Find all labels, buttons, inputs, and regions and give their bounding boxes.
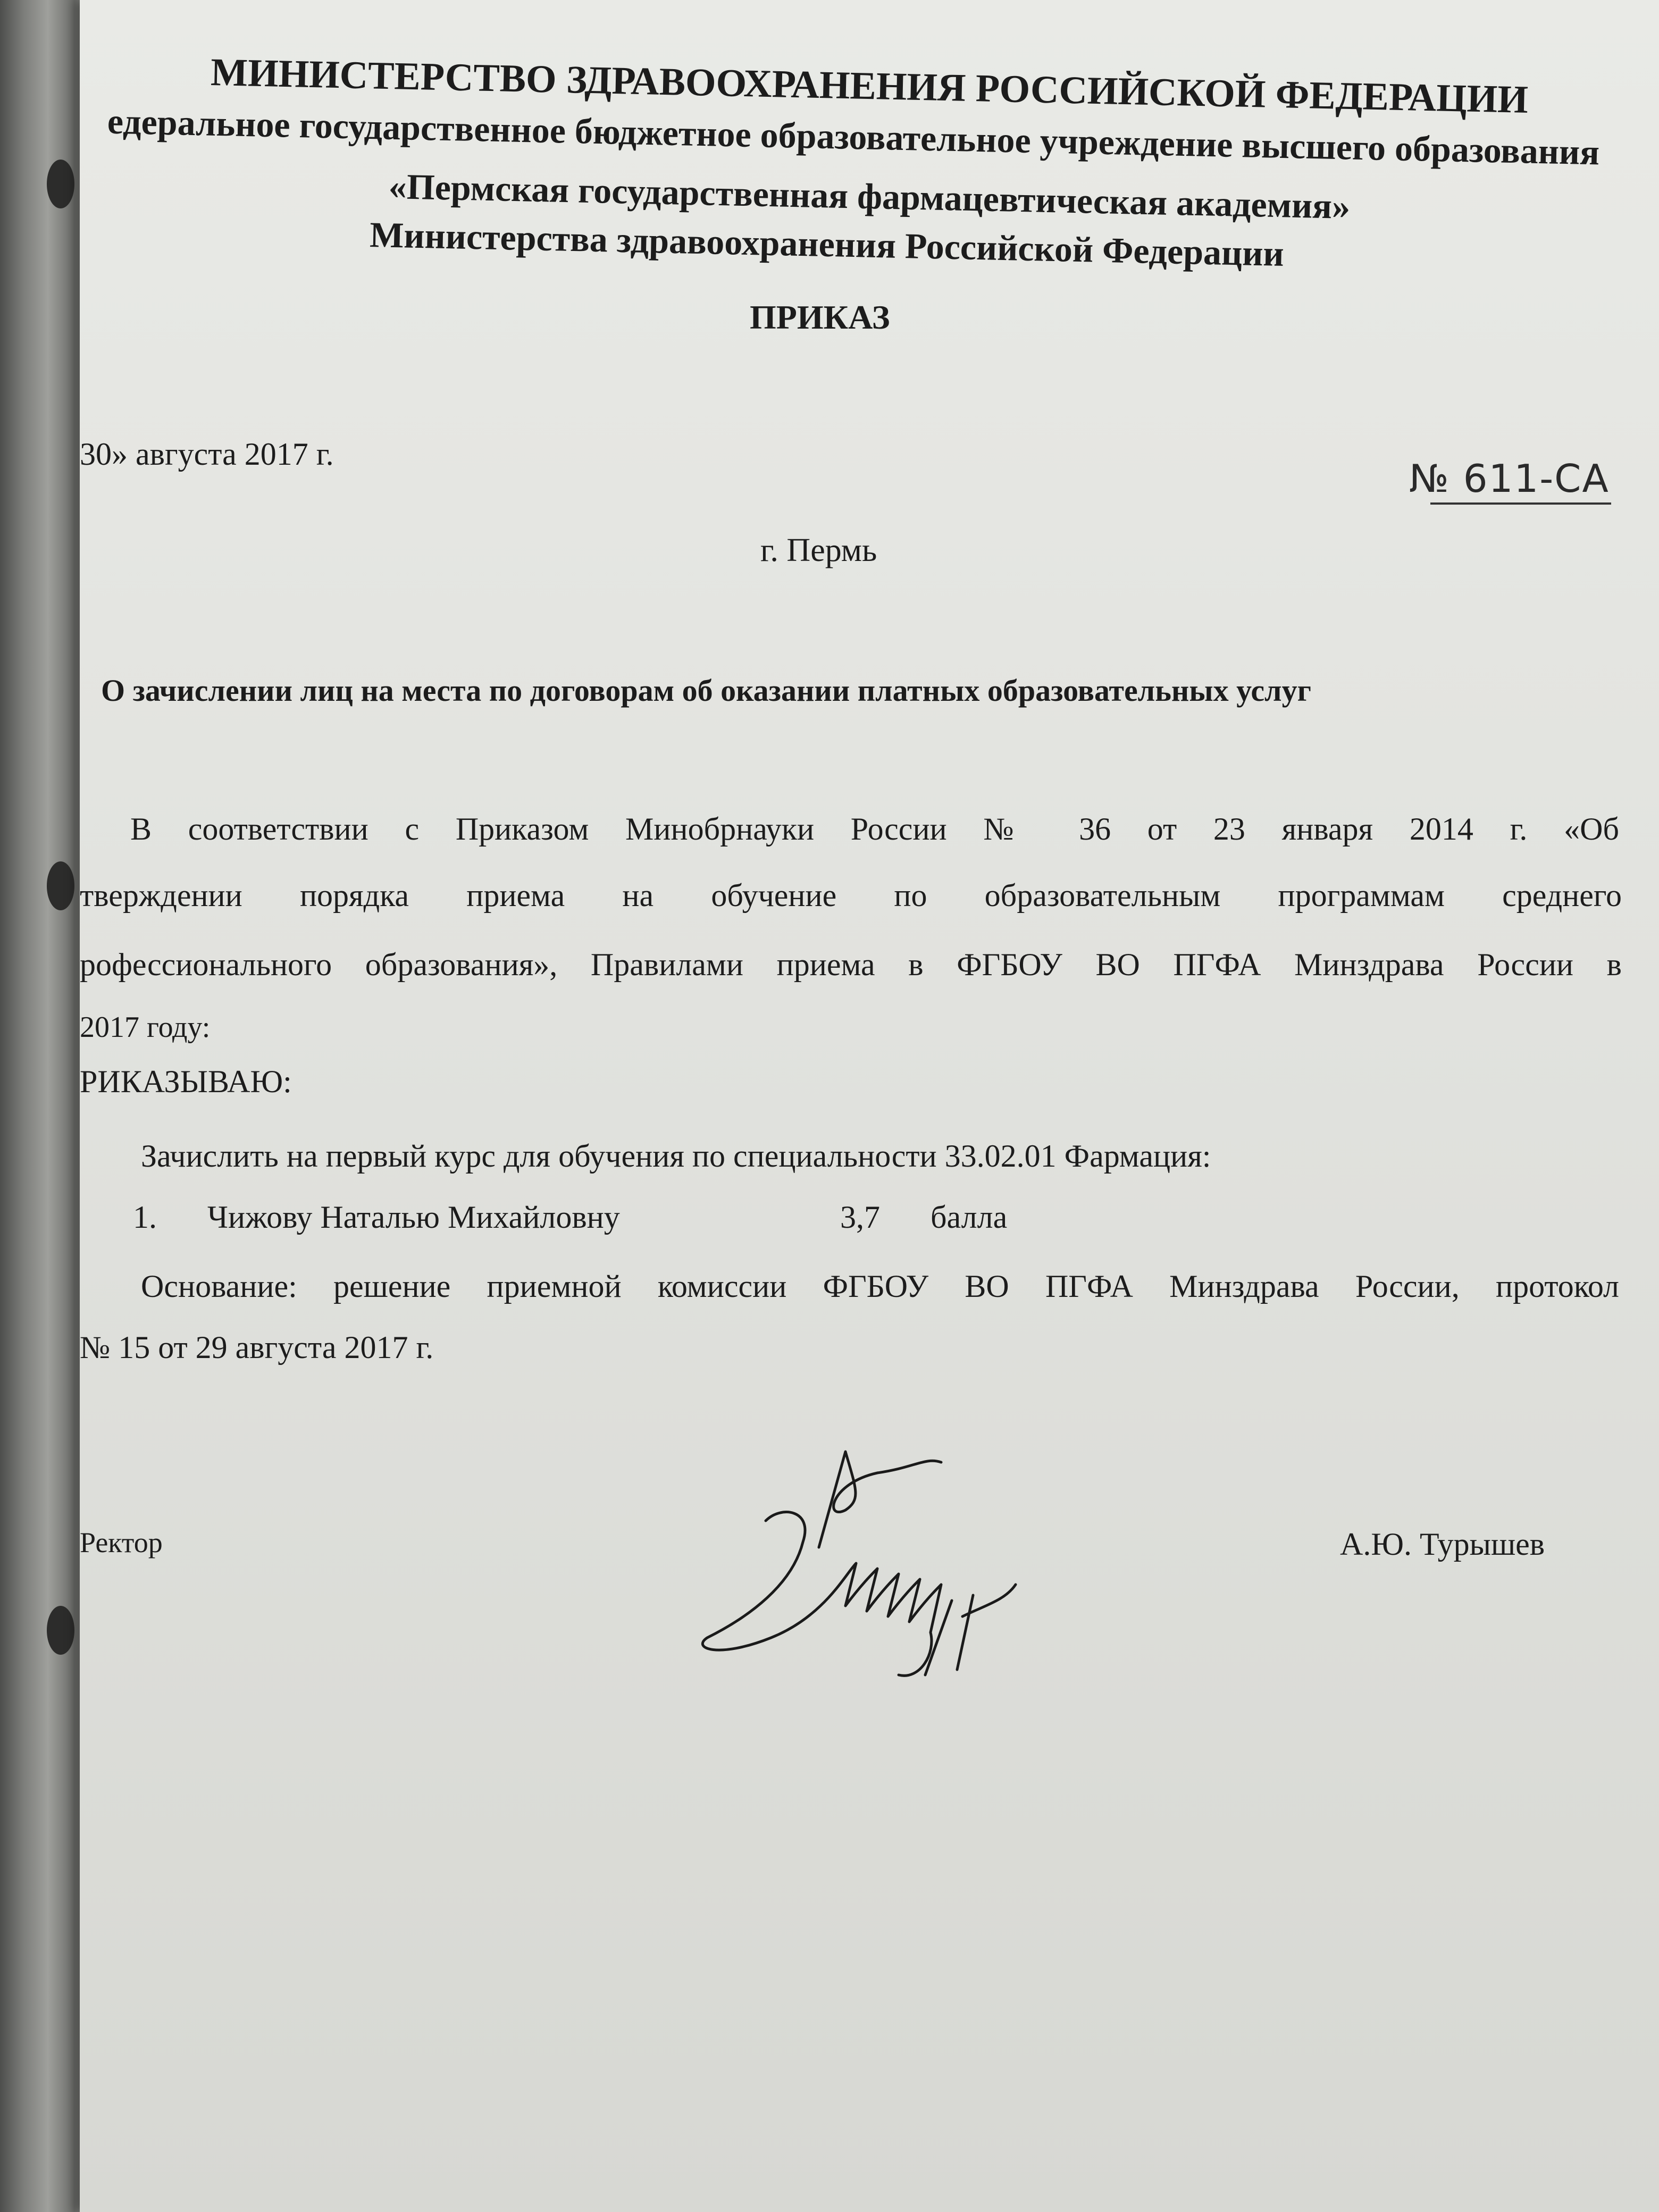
handwritten-signature xyxy=(686,1425,1058,1702)
order-number-underline xyxy=(1430,502,1611,505)
ministry-header: МИНИСТЕРСТВО ЗДРАВООХРАНЕНИЯ РОССИЙСКОЙ ФЕДЕРАЦИИ xyxy=(210,51,1529,122)
student-score: 3,7 xyxy=(840,1200,880,1235)
basis-line-1: Основание: решение приемной комиссии ФГБОУ ВО ПГФА Минздрава России, протокол xyxy=(141,1269,1619,1304)
institution-ministry: Министерства здравоохранения Российской Федерации xyxy=(369,214,1285,274)
order-command: РИКАЗЫВАЮ: xyxy=(80,1064,292,1099)
preamble-line-1: В соответствии с Приказом Минобрнауки России № 36 от 23 января 2014 г. «Об xyxy=(130,811,1619,847)
binding-hole xyxy=(47,160,74,208)
preamble-line-3: рофессионального образования», Правилами приема в ФГБОУ ВО ПГФА Минздрава России в xyxy=(80,947,1622,982)
signer-name: А.Ю. Турышев xyxy=(1340,1527,1545,1562)
preamble-line-4: 2017 году: xyxy=(80,1011,211,1044)
document-page xyxy=(80,0,1659,2212)
student-number: 1. xyxy=(133,1200,157,1235)
student-name: Чижову Наталью Михайловну xyxy=(207,1200,620,1235)
order-number: № 611-СА xyxy=(1409,456,1610,501)
student-score-unit: балла xyxy=(931,1200,1008,1235)
institution-name: «Пермская государственная фармацевтическая академия» xyxy=(388,166,1351,227)
order-subject: О зачислении лиц на места по договорам об оказании платных образовательных услуг xyxy=(101,673,1311,708)
signer-title: Ректор xyxy=(80,1527,163,1559)
institution-type: едеральное государственное бюджетное образовательное учреждение высшего образования xyxy=(107,100,1600,173)
order-title: ПРИКАЗ xyxy=(750,298,890,336)
order-city: г. Пермь xyxy=(760,532,877,568)
enroll-statement: Зачислить на первый курс для обучения по специальности 33.02.01 Фармация: xyxy=(141,1138,1211,1174)
order-date: 30» августа 2017 г. xyxy=(80,437,334,472)
binding-hole xyxy=(47,1606,74,1655)
basis-line-2: № 15 от 29 августа 2017 г. xyxy=(80,1330,434,1365)
preamble-line-2: тверждении порядка приема на обучение по образовательным программам среднего xyxy=(80,878,1622,913)
binding-hole xyxy=(47,861,74,910)
